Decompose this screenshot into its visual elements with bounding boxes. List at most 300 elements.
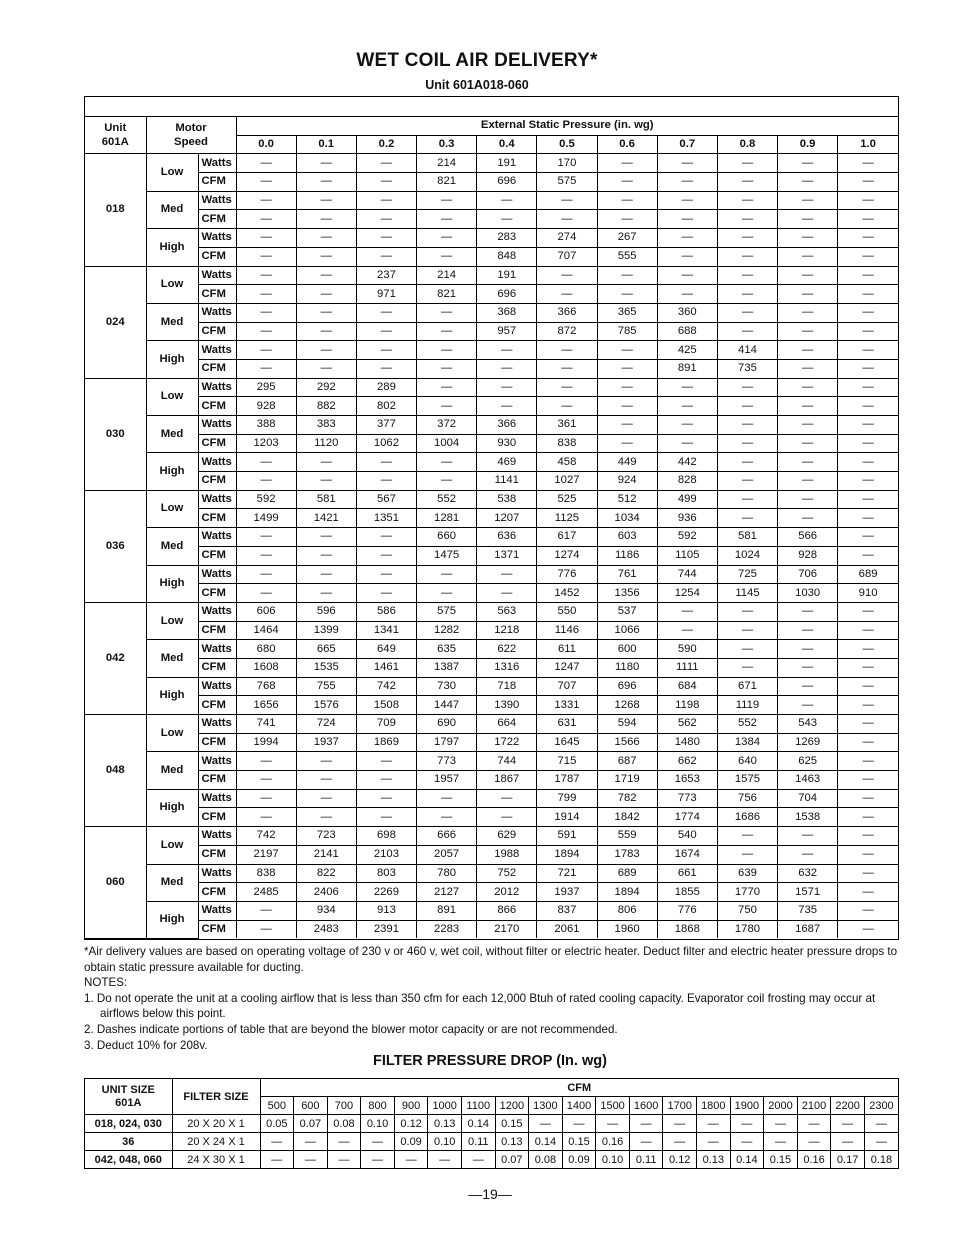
data-cell: —: [717, 285, 777, 304]
data-cell: 1653: [657, 771, 717, 790]
motor-speed-cell: Med: [146, 416, 198, 453]
data-cell: —: [597, 154, 657, 173]
data-cell: —: [597, 397, 657, 416]
data-cell: 1463: [778, 771, 838, 790]
data-cell: —: [778, 416, 838, 435]
filter-cfm-header-cell: 2100: [797, 1097, 831, 1115]
row-type-label: Watts: [198, 789, 236, 808]
data-cell: —: [296, 303, 356, 322]
table-row: [85, 789, 898, 808]
filter-value-cell: —: [831, 1133, 865, 1151]
data-cell: 1780: [717, 920, 777, 938]
table-row: [85, 266, 898, 285]
data-cell: —: [838, 229, 898, 248]
data-cell: —: [537, 378, 597, 397]
data-cell: 1842: [597, 808, 657, 827]
unit-size-cell: 018: [85, 154, 146, 266]
data-cell: 2057: [417, 845, 477, 864]
data-cell: —: [296, 285, 356, 304]
data-cell: 680: [236, 640, 296, 659]
data-cell: —: [838, 397, 898, 416]
data-cell: 782: [597, 789, 657, 808]
data-cell: —: [778, 490, 838, 509]
filter-value-cell: 0.12: [663, 1151, 697, 1169]
data-cell: —: [838, 490, 898, 509]
header-pressure: 0.5: [537, 135, 597, 154]
data-cell: —: [778, 509, 838, 528]
filter-size-cell: 20 X 20 X 1: [172, 1115, 260, 1133]
row-type-label: CFM: [198, 509, 236, 528]
data-cell: —: [356, 247, 416, 266]
data-cell: —: [356, 210, 416, 229]
data-cell: 1269: [778, 733, 838, 752]
data-cell: 1868: [657, 920, 717, 938]
data-cell: 666: [417, 827, 477, 846]
filter-cfm-header-cell: 600: [294, 1097, 328, 1115]
filter-value-cell: 0.10: [361, 1115, 395, 1133]
data-cell: 575: [537, 173, 597, 192]
motor-speed-cell: Low: [146, 266, 198, 303]
data-cell: 617: [537, 528, 597, 547]
row-type-label: CFM: [198, 359, 236, 378]
data-cell: —: [597, 434, 657, 453]
row-type-label: CFM: [198, 733, 236, 752]
data-cell: —: [356, 528, 416, 547]
data-cell: —: [657, 285, 717, 304]
data-cell: —: [356, 229, 416, 248]
data-cell: 1027: [537, 472, 597, 491]
row-type-label: CFM: [198, 771, 236, 790]
data-cell: —: [537, 210, 597, 229]
data-cell: 622: [477, 640, 537, 659]
motor-speed-cell: Med: [146, 303, 198, 340]
data-cell: 1387: [417, 658, 477, 677]
data-cell: —: [717, 322, 777, 341]
data-cell: —: [778, 696, 838, 715]
filter-size-cell: 20 X 24 X 1: [172, 1133, 260, 1151]
data-cell: 1576: [296, 696, 356, 715]
filter-cfm-header-cell: 1300: [529, 1097, 563, 1115]
data-cell: —: [417, 303, 477, 322]
filter-value-cell: —: [294, 1133, 328, 1151]
data-cell: —: [838, 920, 898, 938]
table-row: [85, 359, 898, 378]
data-cell: —: [417, 472, 477, 491]
data-cell: —: [417, 808, 477, 827]
data-cell: —: [838, 416, 898, 435]
motor-speed-cell: Low: [146, 378, 198, 415]
data-cell: 1566: [597, 733, 657, 752]
data-cell: —: [838, 789, 898, 808]
data-cell: 1894: [537, 845, 597, 864]
data-cell: —: [236, 472, 296, 491]
data-cell: 469: [477, 453, 537, 472]
data-cell: —: [838, 285, 898, 304]
data-cell: 780: [417, 864, 477, 883]
data-cell: —: [838, 864, 898, 883]
filter-value-cell: —: [394, 1151, 428, 1169]
data-cell: 2485: [236, 883, 296, 902]
filter-cfm-header-cell: 1700: [663, 1097, 697, 1115]
data-cell: —: [597, 210, 657, 229]
data-cell: 191: [477, 266, 537, 285]
data-cell: —: [717, 658, 777, 677]
data-cell: 910: [838, 584, 898, 603]
data-cell: 1452: [537, 584, 597, 603]
data-cell: —: [717, 509, 777, 528]
data-cell: 664: [477, 715, 537, 734]
data-cell: —: [597, 378, 657, 397]
table-row: [85, 173, 898, 192]
filter-unit-cell: 042, 048, 060: [85, 1151, 172, 1169]
data-cell: —: [537, 359, 597, 378]
data-cell: 512: [597, 490, 657, 509]
filter-value-cell: —: [663, 1133, 697, 1151]
data-cell: —: [657, 191, 717, 210]
data-cell: 687: [597, 752, 657, 771]
data-cell: —: [356, 341, 416, 360]
table-row: [85, 285, 898, 304]
data-cell: 2391: [356, 920, 416, 938]
row-type-label: CFM: [198, 247, 236, 266]
data-cell: —: [356, 191, 416, 210]
data-cell: 1004: [417, 434, 477, 453]
table-row: [85, 247, 898, 266]
data-cell: —: [417, 229, 477, 248]
row-type-label: Watts: [198, 378, 236, 397]
data-cell: —: [296, 584, 356, 603]
motor-speed-cell: Low: [146, 154, 198, 191]
data-cell: 1399: [296, 621, 356, 640]
data-cell: —: [838, 341, 898, 360]
data-cell: —: [236, 546, 296, 565]
table-row: [85, 434, 898, 453]
data-cell: 550: [537, 602, 597, 621]
filter-value-cell: —: [529, 1115, 563, 1133]
page-title: WET COIL AIR DELIVERY*: [356, 50, 598, 71]
row-type-label: Watts: [198, 752, 236, 771]
data-cell: 191: [477, 154, 537, 173]
data-cell: 742: [356, 677, 416, 696]
filter-value-cell: —: [764, 1115, 798, 1133]
row-type-label: Watts: [198, 827, 236, 846]
data-cell: 289: [356, 378, 416, 397]
data-cell: 1937: [537, 883, 597, 902]
data-cell: —: [236, 584, 296, 603]
data-cell: 606: [236, 602, 296, 621]
data-cell: —: [778, 621, 838, 640]
data-cell: 581: [717, 528, 777, 547]
data-cell: —: [838, 808, 898, 827]
filter-value-cell: 0.16: [596, 1133, 630, 1151]
data-cell: 744: [657, 565, 717, 584]
data-cell: 425: [657, 341, 717, 360]
table-row: [85, 808, 898, 827]
note-2: 2. Dashes indicate portions of table that are beyond the blower motor capacity or are not recommended.: [84, 1022, 618, 1036]
data-cell: 1254: [657, 584, 717, 603]
data-cell: 365: [597, 303, 657, 322]
data-cell: 1894: [597, 883, 657, 902]
data-cell: 660: [417, 528, 477, 547]
data-cell: 361: [537, 416, 597, 435]
data-cell: —: [236, 229, 296, 248]
filter-value-cell: —: [562, 1115, 596, 1133]
data-cell: 1198: [657, 696, 717, 715]
data-cell: 1571: [778, 883, 838, 902]
filter-value-cell: —: [764, 1133, 798, 1151]
data-cell: 1475: [417, 546, 477, 565]
data-cell: 1656: [236, 696, 296, 715]
data-cell: 170: [537, 154, 597, 173]
data-cell: —: [477, 397, 537, 416]
filter-table-title: FILTER PRESSURE DROP (In. wg): [373, 1053, 607, 1069]
data-cell: —: [838, 771, 898, 790]
table-row: [85, 640, 898, 659]
data-cell: 1994: [236, 733, 296, 752]
data-cell: 1030: [778, 584, 838, 603]
table-row: [85, 920, 898, 938]
data-cell: —: [417, 584, 477, 603]
data-cell: —: [657, 602, 717, 621]
data-cell: —: [477, 584, 537, 603]
data-cell: —: [296, 341, 356, 360]
data-cell: 566: [778, 528, 838, 547]
data-cell: —: [838, 472, 898, 491]
data-cell: 590: [657, 640, 717, 659]
filter-value-cell: —: [260, 1133, 294, 1151]
data-cell: —: [778, 191, 838, 210]
motor-speed-cell: Med: [146, 752, 198, 789]
motor-speed-cell: High: [146, 565, 198, 602]
data-cell: —: [296, 453, 356, 472]
data-cell: 1674: [657, 845, 717, 864]
notes-section: [84, 944, 904, 1053]
data-cell: 821: [417, 285, 477, 304]
data-cell: 924: [597, 472, 657, 491]
filter-value-cell: —: [697, 1133, 731, 1151]
data-cell: —: [296, 210, 356, 229]
row-type-label: Watts: [198, 602, 236, 621]
data-cell: —: [417, 191, 477, 210]
row-type-label: CFM: [198, 210, 236, 229]
data-cell: —: [838, 528, 898, 547]
data-cell: —: [838, 210, 898, 229]
data-cell: 214: [417, 154, 477, 173]
data-cell: —: [236, 210, 296, 229]
data-cell: 388: [236, 416, 296, 435]
data-cell: —: [296, 322, 356, 341]
table-row: [85, 883, 898, 902]
data-cell: 237: [356, 266, 416, 285]
notes-heading: NOTES:: [84, 976, 128, 990]
filter-table-row: [85, 1133, 898, 1151]
data-cell: 735: [778, 901, 838, 920]
data-cell: 2197: [236, 845, 296, 864]
data-cell: 1316: [477, 658, 537, 677]
motor-speed-cell: Low: [146, 715, 198, 752]
data-cell: 1390: [477, 696, 537, 715]
filter-value-cell: 0.15: [764, 1151, 798, 1169]
row-type-label: CFM: [198, 173, 236, 192]
row-type-label: Watts: [198, 640, 236, 659]
data-cell: —: [236, 266, 296, 285]
data-cell: —: [356, 472, 416, 491]
filter-value-cell: 0.11: [461, 1133, 495, 1151]
data-cell: —: [838, 247, 898, 266]
data-cell: 1180: [597, 658, 657, 677]
data-cell: 696: [477, 173, 537, 192]
header-pressure: 0.7: [657, 135, 717, 154]
data-cell: —: [717, 247, 777, 266]
data-cell: —: [356, 771, 416, 790]
filter-value-cell: —: [260, 1151, 294, 1169]
data-cell: 592: [657, 528, 717, 547]
data-cell: —: [838, 378, 898, 397]
data-cell: —: [657, 416, 717, 435]
data-cell: —: [838, 359, 898, 378]
filter-value-cell: 0.13: [428, 1115, 462, 1133]
table-row: [85, 845, 898, 864]
data-cell: 723: [296, 827, 356, 846]
data-cell: 1464: [236, 621, 296, 640]
table-row: [85, 677, 898, 696]
row-type-label: Watts: [198, 528, 236, 547]
data-cell: —: [236, 247, 296, 266]
data-cell: 368: [477, 303, 537, 322]
data-cell: 698: [356, 827, 416, 846]
data-cell: —: [838, 453, 898, 472]
data-cell: —: [417, 210, 477, 229]
data-cell: —: [356, 303, 416, 322]
footnote: *Air delivery values are based on operating voltage of 230 v or 460 v, wet coil, without filter or electric heater. Deduct filter and electric heater pressure drops to obtain static pressure available for ducting.: [84, 945, 898, 974]
data-cell: 603: [597, 528, 657, 547]
data-cell: 581: [296, 490, 356, 509]
note-3: 3. Deduct 10% for 208v.: [84, 1038, 208, 1052]
table-row: [85, 378, 898, 397]
row-type-label: Watts: [198, 453, 236, 472]
filter-value-cell: —: [629, 1133, 663, 1151]
table-row: [85, 210, 898, 229]
filter-value-cell: —: [730, 1115, 764, 1133]
data-cell: 1447: [417, 696, 477, 715]
table-row: [85, 565, 898, 584]
data-cell: 724: [296, 715, 356, 734]
data-cell: 414: [717, 341, 777, 360]
data-cell: 1914: [537, 808, 597, 827]
data-cell: 611: [537, 640, 597, 659]
filter-cfm-header-cell: 1500: [596, 1097, 630, 1115]
data-cell: —: [477, 808, 537, 827]
data-cell: 2103: [356, 845, 416, 864]
data-cell: 625: [778, 752, 838, 771]
data-cell: 696: [477, 285, 537, 304]
data-cell: —: [296, 546, 356, 565]
header-pressure: 0.3: [417, 135, 477, 154]
filter-header-filter-size: FILTER SIZE: [172, 1079, 260, 1115]
table-row: [85, 341, 898, 360]
data-cell: —: [778, 434, 838, 453]
data-cell: —: [778, 210, 838, 229]
data-cell: 2269: [356, 883, 416, 902]
data-cell: 1787: [537, 771, 597, 790]
data-cell: 562: [657, 715, 717, 734]
data-cell: 768: [236, 677, 296, 696]
data-cell: —: [778, 247, 838, 266]
data-cell: 1686: [717, 808, 777, 827]
data-cell: —: [838, 602, 898, 621]
data-cell: —: [356, 359, 416, 378]
row-type-label: Watts: [198, 416, 236, 435]
row-type-label: Watts: [198, 715, 236, 734]
filter-value-cell: 0.07: [294, 1115, 328, 1133]
data-cell: 283: [477, 229, 537, 248]
data-cell: 891: [417, 901, 477, 920]
data-cell: 750: [717, 901, 777, 920]
data-cell: 1203: [236, 434, 296, 453]
data-cell: 821: [417, 173, 477, 192]
data-cell: 803: [356, 864, 416, 883]
data-cell: —: [236, 920, 296, 938]
filter-value-cell: —: [730, 1133, 764, 1151]
header-pressure: 0.9: [778, 135, 838, 154]
filter-value-cell: —: [361, 1133, 395, 1151]
data-cell: 292: [296, 378, 356, 397]
data-cell: 725: [717, 565, 777, 584]
data-cell: 1855: [657, 883, 717, 902]
data-cell: —: [236, 453, 296, 472]
table-row: [85, 397, 898, 416]
data-cell: —: [296, 173, 356, 192]
data-cell: 761: [597, 565, 657, 584]
data-cell: —: [537, 397, 597, 416]
data-cell: 2012: [477, 883, 537, 902]
data-cell: 2127: [417, 883, 477, 902]
filter-value-cell: 0.08: [529, 1151, 563, 1169]
air-delivery-table: [85, 116, 898, 939]
table-row: [85, 472, 898, 491]
filter-value-cell: —: [294, 1151, 328, 1169]
data-cell: 684: [657, 677, 717, 696]
data-cell: 600: [597, 640, 657, 659]
data-cell: 913: [356, 901, 416, 920]
row-type-label: Watts: [198, 864, 236, 883]
data-cell: —: [537, 191, 597, 210]
data-cell: 773: [417, 752, 477, 771]
data-cell: —: [296, 528, 356, 547]
data-cell: —: [356, 752, 416, 771]
row-type-label: Watts: [198, 901, 236, 920]
data-cell: —: [657, 173, 717, 192]
data-cell: —: [838, 883, 898, 902]
filter-value-cell: 0.17: [831, 1151, 865, 1169]
row-type-label: Watts: [198, 303, 236, 322]
table-row: [85, 752, 898, 771]
header-unit-line2: 601A: [101, 136, 129, 149]
filter-cfm-header-cell: 1100: [461, 1097, 495, 1115]
data-cell: —: [657, 378, 717, 397]
motor-speed-cell: High: [146, 229, 198, 266]
filter-value-cell: 0.15: [562, 1133, 596, 1151]
data-cell: 1120: [296, 434, 356, 453]
data-cell: 785: [597, 322, 657, 341]
row-type-label: CFM: [198, 322, 236, 341]
filter-value-cell: 0.13: [495, 1133, 529, 1151]
filter-value-cell: —: [864, 1115, 898, 1133]
data-cell: 837: [537, 901, 597, 920]
data-cell: 635: [417, 640, 477, 659]
data-cell: 586: [356, 602, 416, 621]
data-cell: —: [838, 621, 898, 640]
